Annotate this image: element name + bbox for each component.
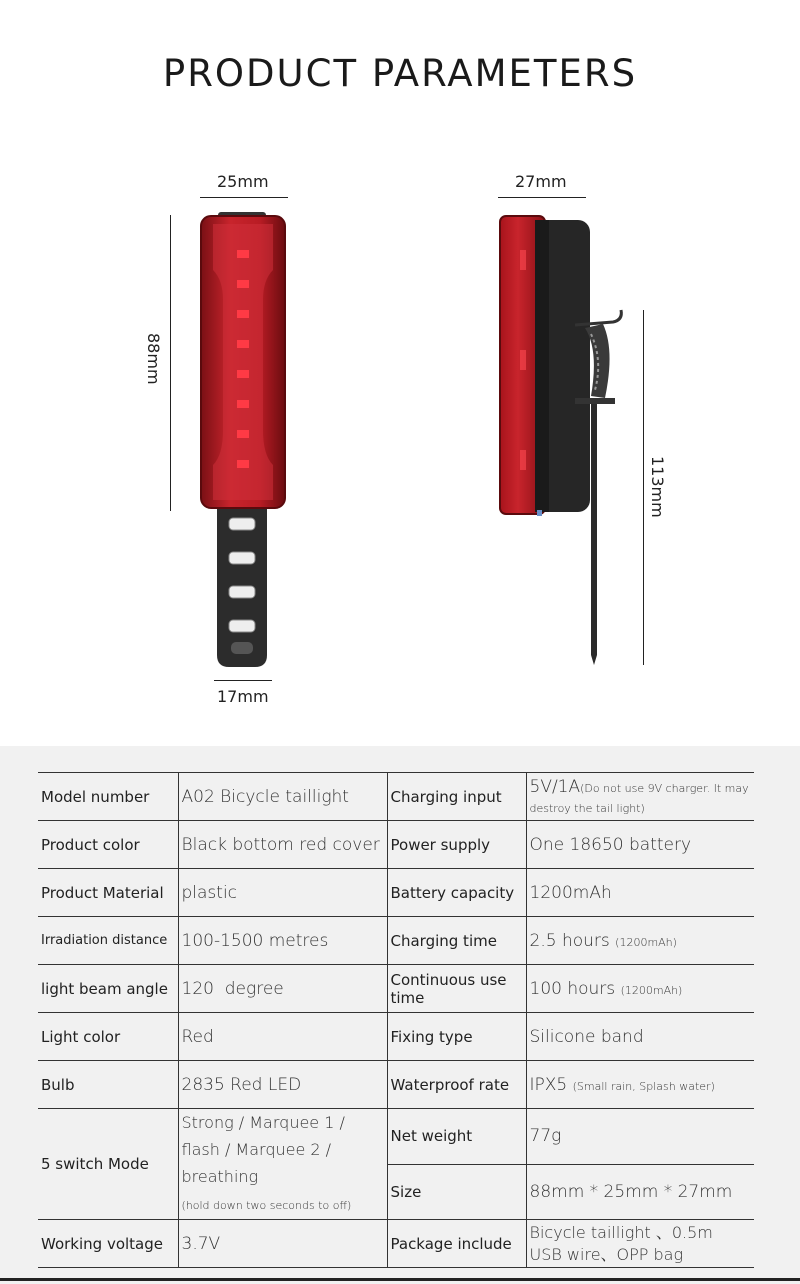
taillight-side-view bbox=[495, 210, 625, 670]
spec-value-cell bbox=[526, 773, 754, 821]
spec-value: Strong / Marquee 1 / flash / Marquee 2 / breathing bbox=[181, 1113, 345, 1186]
spec-label: Continuous use time bbox=[387, 965, 526, 1013]
spec-value: 77g bbox=[526, 1109, 754, 1165]
spec-label: Net weight bbox=[387, 1109, 526, 1165]
band-width-line bbox=[214, 680, 272, 681]
table-row bbox=[38, 1013, 754, 1061]
spec-label: 5 switch Mode bbox=[38, 1109, 178, 1220]
front-height-line bbox=[170, 215, 171, 511]
spec-label: Irradiation distance bbox=[38, 917, 178, 965]
spec-label: Package include bbox=[387, 1220, 526, 1268]
spec-note: (1200mAh) bbox=[620, 983, 683, 997]
bottom-divider bbox=[0, 1278, 800, 1281]
spec-label: Size bbox=[387, 1164, 526, 1220]
front-width-line bbox=[200, 197, 288, 198]
spec-value: 5V/1A bbox=[529, 776, 581, 797]
side-width-line bbox=[498, 197, 586, 198]
spec-note: (Small rain, Splash water) bbox=[572, 1079, 715, 1093]
spec-note: (Do not use 9V charger. It may destroy the tail light) bbox=[529, 781, 749, 815]
spec-value: One 18650 battery bbox=[526, 821, 754, 869]
spec-value: plastic bbox=[178, 869, 387, 917]
front-height-label: 88mm bbox=[144, 333, 163, 385]
spec-label: Product Material bbox=[38, 869, 178, 917]
spec-label: Model number bbox=[38, 773, 178, 821]
spec-note: (1200mAh) bbox=[615, 935, 677, 949]
spec-label: Battery capacity bbox=[387, 869, 526, 917]
spec-value: 2835 Red LED bbox=[178, 1061, 387, 1109]
band-width-label: 17mm bbox=[217, 687, 269, 706]
taillight-front-view bbox=[195, 210, 295, 680]
spec-label: Bulb bbox=[38, 1061, 178, 1109]
spec-label: Light color bbox=[38, 1013, 178, 1061]
spec-note: (hold down two seconds to off) bbox=[181, 1199, 352, 1212]
spec-value: 3.7V bbox=[178, 1220, 387, 1268]
table-row bbox=[38, 1220, 754, 1268]
table-row bbox=[38, 869, 754, 917]
spec-label: Charging time bbox=[387, 917, 526, 965]
spec-section bbox=[0, 746, 800, 1284]
spec-value-cell bbox=[526, 1061, 754, 1109]
spec-label: Product color bbox=[38, 821, 178, 869]
spec-value: 100-1500 metres bbox=[178, 917, 387, 965]
front-width-label: 25mm bbox=[217, 172, 269, 191]
spec-value: 100 hours bbox=[529, 978, 616, 999]
spec-label: Working voltage bbox=[38, 1220, 178, 1268]
spec-table bbox=[38, 772, 754, 1268]
spec-value: 2.5 hours bbox=[529, 930, 610, 951]
table-row bbox=[38, 1109, 754, 1165]
spec-value: 120 degree bbox=[178, 965, 387, 1013]
spec-label: Waterproof rate bbox=[387, 1061, 526, 1109]
spec-value: Red bbox=[178, 1013, 387, 1061]
table-row bbox=[38, 1061, 754, 1109]
table-row bbox=[38, 917, 754, 965]
side-height-line bbox=[643, 310, 644, 665]
table-row bbox=[38, 773, 754, 821]
spec-value: 88mm * 25mm * 27mm bbox=[526, 1164, 754, 1220]
spec-value-cell bbox=[526, 965, 754, 1013]
spec-value: Bicycle taillight 、0.5m USB wire、OPP bag bbox=[526, 1220, 754, 1268]
spec-value: Black bottom red cover bbox=[178, 821, 387, 869]
table-row bbox=[38, 821, 754, 869]
spec-value-cell bbox=[178, 1109, 387, 1220]
spec-label: Power supply bbox=[387, 821, 526, 869]
spec-value: Silicone band bbox=[526, 1013, 754, 1061]
side-width-label: 27mm bbox=[515, 172, 567, 191]
side-height-label: 113mm bbox=[648, 456, 667, 518]
table-row bbox=[38, 965, 754, 1013]
spec-value: A02 Bicycle taillight bbox=[178, 773, 387, 821]
spec-value: IPX5 bbox=[529, 1074, 568, 1095]
spec-label: light beam angle bbox=[38, 965, 178, 1013]
spec-value-cell bbox=[526, 917, 754, 965]
page-title: PRODUCT PARAMETERS bbox=[162, 52, 638, 95]
spec-label: Fixing type bbox=[387, 1013, 526, 1061]
spec-label: Charging input bbox=[387, 773, 526, 821]
spec-value: 1200mAh bbox=[526, 869, 754, 917]
